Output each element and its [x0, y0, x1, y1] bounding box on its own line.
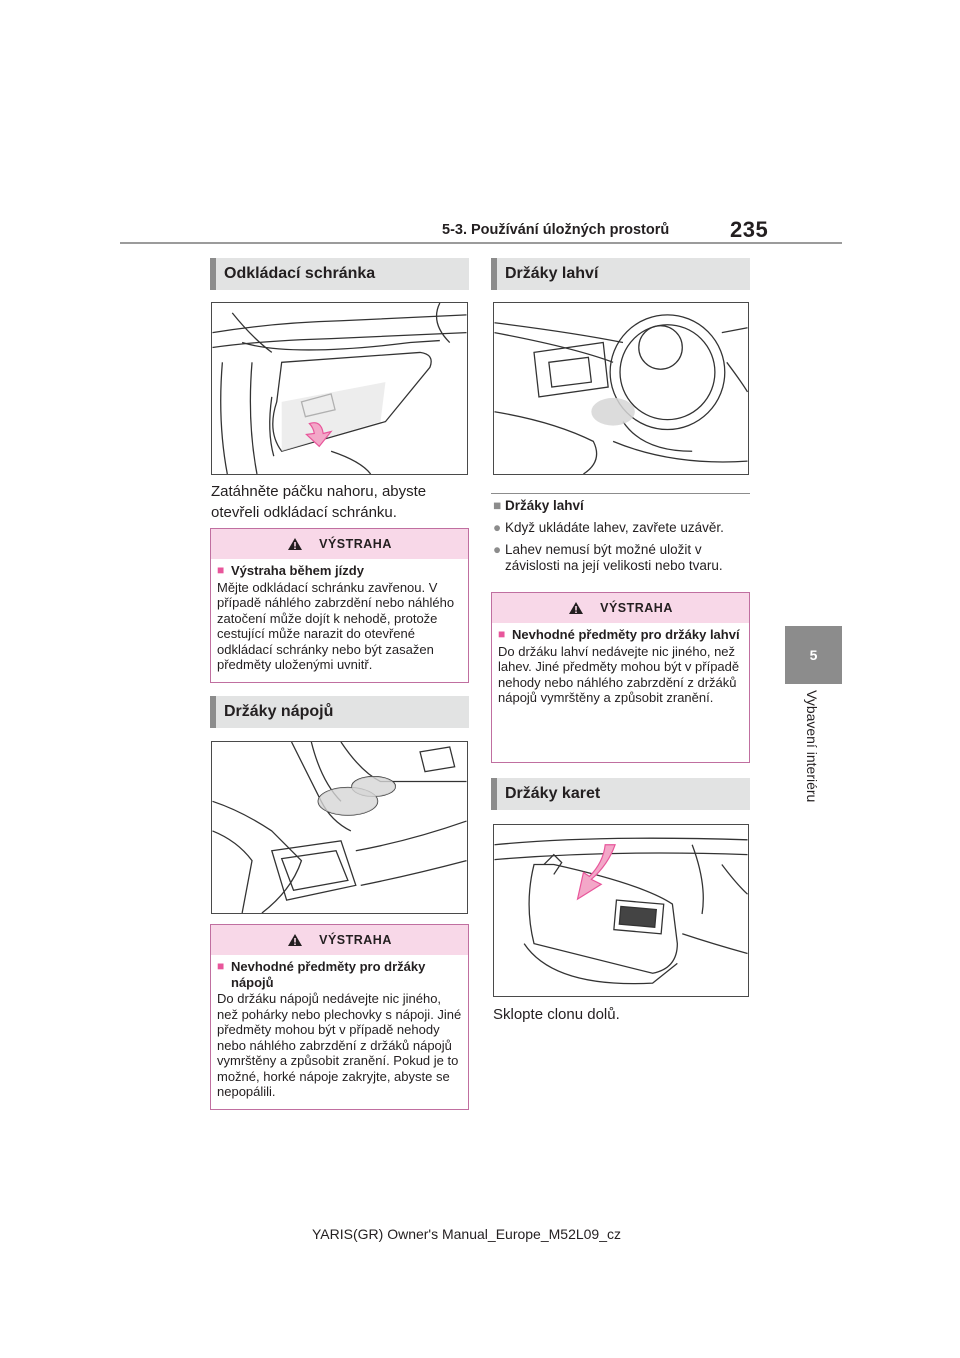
header-section-title: 5-3. Používání úložných prostorů — [442, 222, 670, 238]
cupholder-warning-box — [210, 924, 469, 1110]
square-bullet-icon: ■ — [498, 627, 506, 641]
warning-triangle-icon — [287, 933, 303, 947]
glovebox-illustration — [211, 302, 468, 475]
card-holder-caption: Sklopte clonu dolů. — [493, 1006, 620, 1023]
circle-bullet-icon: ● — [493, 542, 502, 557]
square-bullet-icon: ■ — [493, 498, 502, 513]
bottle-note-1: Když ukládáte lahev, zavřete uzávěr. — [505, 520, 724, 535]
cupholder-drawing — [212, 742, 467, 913]
footer-document-id: YARIS(GR) Owner's Manual_Europe_M52L09_cz — [312, 1226, 621, 1242]
circle-bullet-icon: ● — [493, 520, 502, 535]
chapter-tab — [785, 626, 842, 684]
bottle-holder-drawing — [494, 303, 748, 474]
section-title-cupholders: Držáky nápojů — [210, 696, 469, 728]
page-number: 235 — [730, 217, 769, 242]
section-divider — [491, 493, 750, 494]
card-holder-illustration — [493, 824, 749, 997]
bottle-warning-box — [491, 592, 750, 763]
bottle-holder-illustration — [493, 302, 749, 475]
warning-label: VÝSTRAHA — [600, 601, 673, 615]
warning-label: VÝSTRAHA — [319, 933, 392, 947]
glovebox-warning-box — [210, 528, 469, 683]
chapter-number: 5 — [809, 647, 818, 663]
warning-text: Do držáku lahví nedávejte nic jiného, než lahev. Jiné předměty mohou být v případě nehody nebo náhlého zabrzdění z držáků nápojů vymrštěny a způsobit zranění. — [498, 643, 740, 705]
section-title-glovebox: Odkládací schránka — [210, 258, 469, 290]
bottle-notes-title: Držáky lahví — [505, 498, 584, 513]
cupholder-illustration — [211, 741, 468, 914]
square-bullet-icon: ■ — [217, 563, 225, 577]
warning-triangle-icon — [568, 601, 584, 615]
glovebox-caption: Zatáhněte páčku nahoru, abyste otevřeli odkládací schránku. — [211, 483, 427, 521]
warning-subtitle: Nevhodné předměty pro držáky nápojů — [231, 959, 426, 990]
warning-subtitle: Nevhodné předměty pro držáky lahví — [512, 627, 740, 642]
bottle-note-2: Lahev nemusí být možné uložit v závislosti na její velikosti nebo tvaru. — [505, 542, 723, 573]
chapter-title: Vybavení interiéru — [804, 690, 820, 803]
glovebox-drawing — [212, 303, 467, 474]
bottle-notes — [493, 498, 751, 580]
warning-header — [211, 925, 468, 955]
header-divider — [120, 242, 842, 244]
warning-subtitle: Výstraha během jízdy — [231, 563, 364, 578]
warning-text: Do držáku nápojů nedávejte nic jiného, než pohárky nebo plechovky s nápoji. Jiné předměty mohou být v případě nehody nebo náhlého zabrzdění z držáků nápojů vymrštěny a způsobit zranění. Pokud je to možné, horké nápoje zakryjte, abyste se nepopálili. — [217, 991, 462, 1099]
section-title-cards: Držáky karet — [491, 778, 750, 810]
warning-text: Mějte odkládací schránku zavřenou. V případě náhlého zabrzdění nebo náhlého zatočení může dojít k nehodě, protože cestující může narazit do otevřené odkládací schránky nebo být zasažen předměty uloženými uvnitř. — [217, 579, 455, 672]
section-title-bottles: Držáky lahví — [491, 258, 750, 290]
warning-triangle-icon — [287, 537, 303, 551]
warning-header — [211, 529, 468, 559]
warning-header — [492, 593, 749, 623]
square-bullet-icon: ■ — [217, 959, 225, 973]
card-holder-drawing — [494, 825, 748, 996]
warning-label: VÝSTRAHA — [319, 537, 392, 551]
